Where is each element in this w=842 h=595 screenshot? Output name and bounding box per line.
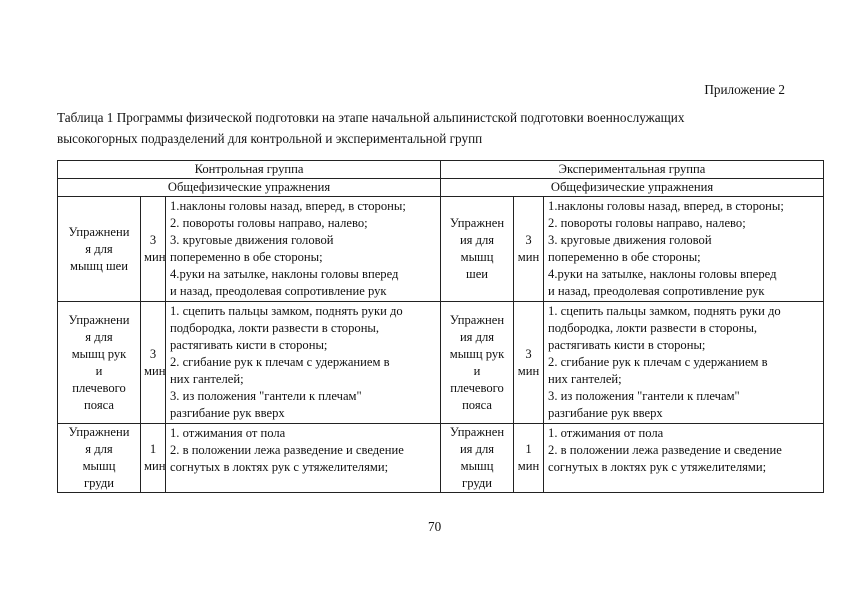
experimental-duration-cell: [514, 424, 544, 493]
experimental-duration-cell: [514, 302, 544, 424]
cell-text-line: Упражнен: [449, 312, 505, 327]
cell-text-line: плечевого: [450, 380, 504, 395]
experimental-exercise-content-cell: [544, 302, 824, 424]
cell-text-line: 3. из положения "гантели к плечам": [170, 389, 362, 403]
cell-text-line: мин: [144, 250, 166, 264]
table-row: [58, 302, 824, 424]
cell-text-line: ия для: [459, 442, 495, 456]
cell-text-line: и назад, преодолевая сопротивление рук: [548, 284, 765, 298]
cell-text-line: шеи: [466, 267, 489, 281]
cell-text-line: 1.наклоны головы назад, вперед, в стороны;: [548, 199, 784, 213]
control-exercise-name-cell: [58, 424, 141, 493]
cell-text-line: разгибание рук вверх: [548, 406, 663, 420]
cell-text-line: 2. в положении лежа разведение и сведение: [170, 443, 404, 457]
cell-text-line: Упражнени: [68, 224, 130, 239]
cell-text-line: мышц шеи: [69, 258, 129, 273]
control-duration-cell: [141, 197, 166, 302]
experimental-exercise-name-cell: [441, 302, 514, 424]
cell-text-line: 1: [525, 442, 532, 456]
cell-text-line: я для: [85, 241, 113, 256]
cell-text-line: мышц рук: [71, 346, 127, 361]
cell-text-line: мин: [517, 363, 540, 378]
experimental-subheader: Общефизические упражнения: [441, 179, 824, 197]
cell-text-line: 3: [149, 346, 157, 361]
experimental-exercise-name-cell: [441, 197, 514, 302]
cell-text-line: я для: [85, 442, 113, 456]
group-header-row: [58, 161, 824, 179]
cell-text-line: попеременно в обе стороны;: [170, 250, 323, 264]
cell-text-line: пояса: [462, 397, 492, 412]
cell-text-line: ия для: [459, 233, 495, 247]
cell-text-line: 1. сцепить пальцы замком, поднять руки до: [548, 304, 781, 318]
cell-text-line: плечевого: [72, 380, 126, 395]
exercise-program-table: [57, 160, 824, 493]
cell-text-line: Упражнен: [449, 425, 505, 439]
cell-text-line: 1. отжимания от пола: [548, 426, 664, 440]
cell-text-line: 1. сцепить пальцы замком, поднять руки до: [170, 304, 403, 318]
cell-text-line: мин: [517, 459, 540, 473]
cell-text-line: них гантелей;: [548, 372, 622, 386]
cell-text-line: 2. сгибание рук к плечам с удержанием в: [548, 355, 768, 369]
cell-text-line: 3: [525, 346, 532, 361]
cell-text-line: растягивать кисти в стороны;: [170, 338, 328, 352]
cell-text-line: Упражнени: [68, 312, 130, 327]
cell-text-line: согнутых в локтях рук с утяжелителями;: [170, 460, 389, 474]
page-number: 70: [428, 519, 442, 534]
cell-text-line: 3. круговые движения головой: [548, 233, 712, 247]
experimental-exercise-content-cell: [544, 197, 824, 302]
control-exercise-content-cell: [166, 197, 441, 302]
cell-text-line: ия для: [459, 329, 495, 344]
cell-text-line: и назад, преодолевая сопротивление рук: [170, 284, 387, 298]
cell-text-line: мышц: [82, 459, 116, 473]
control-subheader: Общефизические упражнения: [58, 179, 441, 197]
cell-text-line: пояса: [84, 397, 114, 412]
experimental-exercise-content-cell: [544, 424, 824, 493]
table-row: [58, 197, 824, 302]
cell-text-line: и: [95, 363, 103, 378]
cell-text-line: мышц: [460, 459, 494, 473]
cell-text-line: растягивать кисти в стороны;: [548, 338, 706, 352]
cell-text-line: 2. повороты головы направо, налево;: [170, 216, 368, 230]
cell-text-line: 2. сгибание рук к плечам с удержанием в: [170, 355, 390, 369]
experimental-exercise-name-cell: [441, 424, 514, 493]
experimental-group-header: Экспериментальная группа: [441, 161, 824, 179]
table-row: [58, 424, 824, 493]
cell-text-line: мин: [144, 459, 166, 473]
table-caption-line-2: высокогорных подразделений для контрольной и экспериментальной групп: [57, 131, 483, 146]
cell-text-line: 1.наклоны головы назад, вперед, в стороны;: [170, 199, 406, 213]
control-group-header: Контрольная группа: [58, 161, 441, 179]
cell-text-line: согнутых в локтях рук с утяжелителями;: [548, 460, 767, 474]
cell-text-line: и: [473, 363, 481, 378]
cell-text-line: подбородка, локти развести в стороны,: [548, 321, 758, 335]
cell-text-line: разгибание рук вверх: [170, 406, 285, 420]
experimental-duration-cell: [514, 197, 544, 302]
control-exercise-name-cell: [58, 197, 141, 302]
cell-text-line: попеременно в обе стороны;: [548, 250, 701, 264]
cell-text-line: 4.руки на затылке, наклоны головы вперед: [548, 267, 777, 281]
cell-text-line: мышц: [460, 250, 494, 264]
cell-text-line: 3: [525, 233, 532, 247]
control-exercise-content-cell: [166, 302, 441, 424]
cell-text-line: 1: [149, 442, 157, 456]
control-exercise-content-cell: [166, 424, 441, 493]
appendix-label: Приложение 2: [704, 82, 785, 97]
cell-text-line: 2. в положении лежа разведение и сведение: [548, 443, 782, 457]
control-duration-cell: [141, 424, 166, 493]
cell-text-line: 3: [149, 233, 157, 247]
table-caption-line-1: Таблица 1 Программы физической подготовки на этапе начальной альпинистской подготовки военнослужащих: [57, 110, 685, 125]
cell-text-line: Упражнени: [68, 425, 130, 439]
control-exercise-name-cell: [58, 302, 141, 424]
cell-text-line: мышц рук: [449, 346, 505, 361]
cell-text-line: мин: [517, 250, 540, 264]
cell-text-line: груди: [84, 476, 114, 490]
cell-text-line: 4.руки на затылке, наклоны головы вперед: [170, 267, 399, 281]
cell-text-line: них гантелей;: [170, 372, 244, 386]
cell-text-line: 2. повороты головы направо, налево;: [548, 216, 746, 230]
control-duration-cell: [141, 302, 166, 424]
cell-text-line: 1. отжимания от пола: [170, 426, 286, 440]
cell-text-line: подбородка, локти развести в стороны,: [170, 321, 380, 335]
cell-text-line: Упражнен: [449, 216, 505, 230]
cell-text-line: груди: [462, 476, 492, 490]
cell-text-line: 3. из положения "гантели к плечам": [548, 389, 740, 403]
subheader-row: [58, 179, 824, 197]
cell-text-line: я для: [85, 329, 113, 344]
cell-text-line: мин: [144, 363, 166, 378]
cell-text-line: 3. круговые движения головой: [170, 233, 334, 247]
